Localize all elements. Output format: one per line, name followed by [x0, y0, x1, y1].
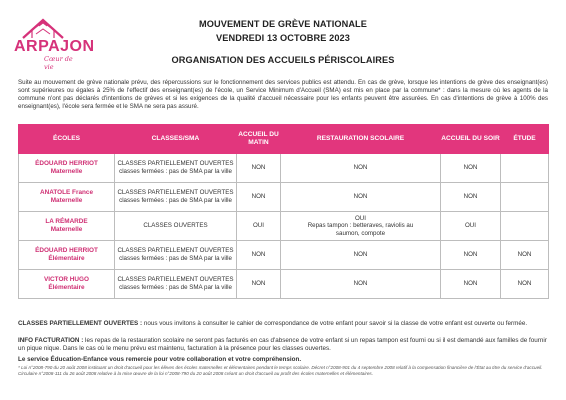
header-ecoles: ÉCOLES — [19, 125, 115, 154]
soir-cell: NON — [441, 270, 501, 299]
classes-status: CLASSES PARTIELLEMENT OUVERTES — [117, 189, 234, 197]
school-level: Maternelle — [50, 226, 83, 233]
matin-cell: OUI — [237, 212, 281, 241]
resto-cell — [281, 241, 441, 270]
header-classes-sma: CLASSES/SMA — [115, 125, 237, 154]
page-date: VENDREDI 13 OCTOBRE 2023 — [216, 33, 350, 43]
school-cell — [19, 270, 115, 299]
header-restauration: RESTAURATION SCOLAIRE — [281, 125, 441, 154]
matin-cell: NON — [237, 241, 281, 270]
partial-classes-note — [18, 320, 548, 328]
thanks-line: Le service Éducation-Enfance vous remercie pour votre collaboration et votre compréhension. — [18, 356, 302, 363]
school-name: LA RÉMARDE — [45, 218, 88, 225]
school-cell — [19, 154, 115, 183]
school-cell — [19, 241, 115, 270]
logo-name: ARPAJON — [14, 38, 95, 55]
classes-status: CLASSES OUVERTES — [143, 222, 208, 230]
billing-text: les repas de la restauration scolaire ne seront pas facturés en cas d'absence de votre enfant si un repas tampon est fourni ou si il est demandé aux familles de fournir un pique nique. Dans le cas où le menu prévu est maintenu, facturation à la présence pour les classes ouvertes. — [18, 337, 547, 353]
resto-status: NON — [353, 193, 368, 201]
etude-cell — [501, 154, 549, 183]
etude-cell — [501, 212, 549, 241]
classes-status: CLASSES PARTIELLEMENT OUVERTES — [117, 276, 234, 284]
soir-cell: NON — [441, 154, 501, 183]
table-row — [19, 270, 549, 299]
billing-label: INFO FACTURATION : — [18, 337, 84, 344]
header-accueil-matin: ACCUEIL DU MATIN — [237, 125, 281, 154]
etude-cell — [501, 183, 549, 212]
resto-cell — [281, 154, 441, 183]
schools-table — [18, 124, 549, 299]
resto-cell — [281, 183, 441, 212]
school-cell — [19, 183, 115, 212]
classes-cell — [115, 270, 237, 299]
school-name: ANATOLE France — [39, 189, 94, 196]
table-header-row — [19, 125, 549, 154]
partial-classes-label: CLASSES PARTIELLEMENT OUVERTES : — [18, 320, 143, 327]
page-subtitle: ORGANISATION DES ACCUEILS PÉRISCOLAIRES — [171, 55, 395, 65]
header-etude: ÉTUDE — [501, 125, 549, 154]
law-footnote: * Loi n°2008-790 du 20 août 2008 instituant un droit d'accueil pour les élèves des écoles maternelles et élémentaires pendant le temps scolaire. Décret n°2008-901 du 4 septembre 2008 relatif à la compensation financière de l'État au titre du service d'accueil. Circulaire n°2008-111 du 26 août 2008 relative à la mise œuvre de la loi n°2008-790 du 20 août 2008 créant un droit d'accueil au profit des écoles maternelles et élémentaires. — [18, 365, 543, 376]
school-level: Maternelle — [50, 197, 83, 204]
resto-cell — [281, 212, 441, 241]
resto-status: NON — [353, 280, 368, 288]
table-row — [19, 241, 549, 270]
etude-cell: NON — [501, 241, 549, 270]
header-accueil-soir: ACCUEIL DU SOIR — [441, 125, 501, 154]
soir-cell: NON — [441, 241, 501, 270]
classes-cell — [115, 154, 237, 183]
school-cell — [19, 212, 115, 241]
classes-note: classes fermées : pas de SMA par la ville — [119, 284, 232, 291]
classes-status: CLASSES PARTIELLEMENT OUVERTES — [117, 160, 234, 168]
logo-tagline: Cœur de vie — [44, 55, 73, 71]
soir-cell: OUI — [441, 212, 501, 241]
school-level: Élémentaire — [48, 255, 85, 262]
partial-classes-text: nous vous invitons à consulter le cahier de correspondance de votre enfant pour savoir si la classe de votre enfant est ouverte ou fermée. — [142, 320, 528, 327]
etude-cell: NON — [501, 270, 549, 299]
matin-cell: NON — [237, 154, 281, 183]
table-row — [19, 183, 549, 212]
classes-cell — [115, 183, 237, 212]
school-name: ÉDOUARD HERRIOT — [35, 160, 98, 167]
intro-paragraph: Suite au mouvement de grève nationale prévu, des répercussions sur le fonctionnement des services publics est attendu. En cas de grève, lorsque les intentions de grève des enseignant(es) sont supérieures ou égales à 25% de l'effectif des enseignant(es) de l'école, un Service Minimum d'Accueil (SMA) est mis en place par la commune* : dans la mesure où les agents de la commune n'ont pas déclarés d'intentions de grèves et si les exigences de la qualité d'accueil nécessaire pour les enfants peuvent être assurées. En cas d'intentions de grève à 100% des enseignant(es), l'école sera fermée et le SMA ne sera pas assuré. — [18, 79, 548, 111]
classes-note: classes fermées : pas de SMA par la ville — [119, 255, 232, 262]
classes-cell — [115, 241, 237, 270]
table-row — [19, 212, 549, 241]
table-row — [19, 154, 549, 183]
school-name: ÉDOUARD HERRIOT — [35, 247, 98, 254]
classes-cell — [115, 212, 237, 241]
matin-cell: NON — [237, 270, 281, 299]
billing-note — [18, 337, 548, 353]
school-name: VICTOR HUGO — [44, 276, 89, 283]
page-title: MOUVEMENT DE GRÈVE NATIONALE — [198, 19, 367, 29]
resto-cell — [281, 270, 441, 299]
matin-cell: NON — [237, 183, 281, 212]
classes-note: classes fermées : pas de SMA par la ville — [119, 168, 232, 175]
resto-status: NON — [353, 251, 368, 259]
classes-note: classes fermées : pas de SMA par la ville — [119, 197, 232, 204]
resto-status: OUI — [354, 214, 366, 222]
soir-cell: NON — [441, 183, 501, 212]
school-level: Élémentaire — [48, 284, 85, 291]
resto-menu: Repas tampon : betteraves, raviolis au saumon, compote — [307, 222, 414, 237]
school-level: Maternelle — [50, 168, 83, 175]
resto-status: NON — [353, 164, 368, 172]
classes-status: CLASSES PARTIELLEMENT OUVERTES — [117, 247, 234, 255]
